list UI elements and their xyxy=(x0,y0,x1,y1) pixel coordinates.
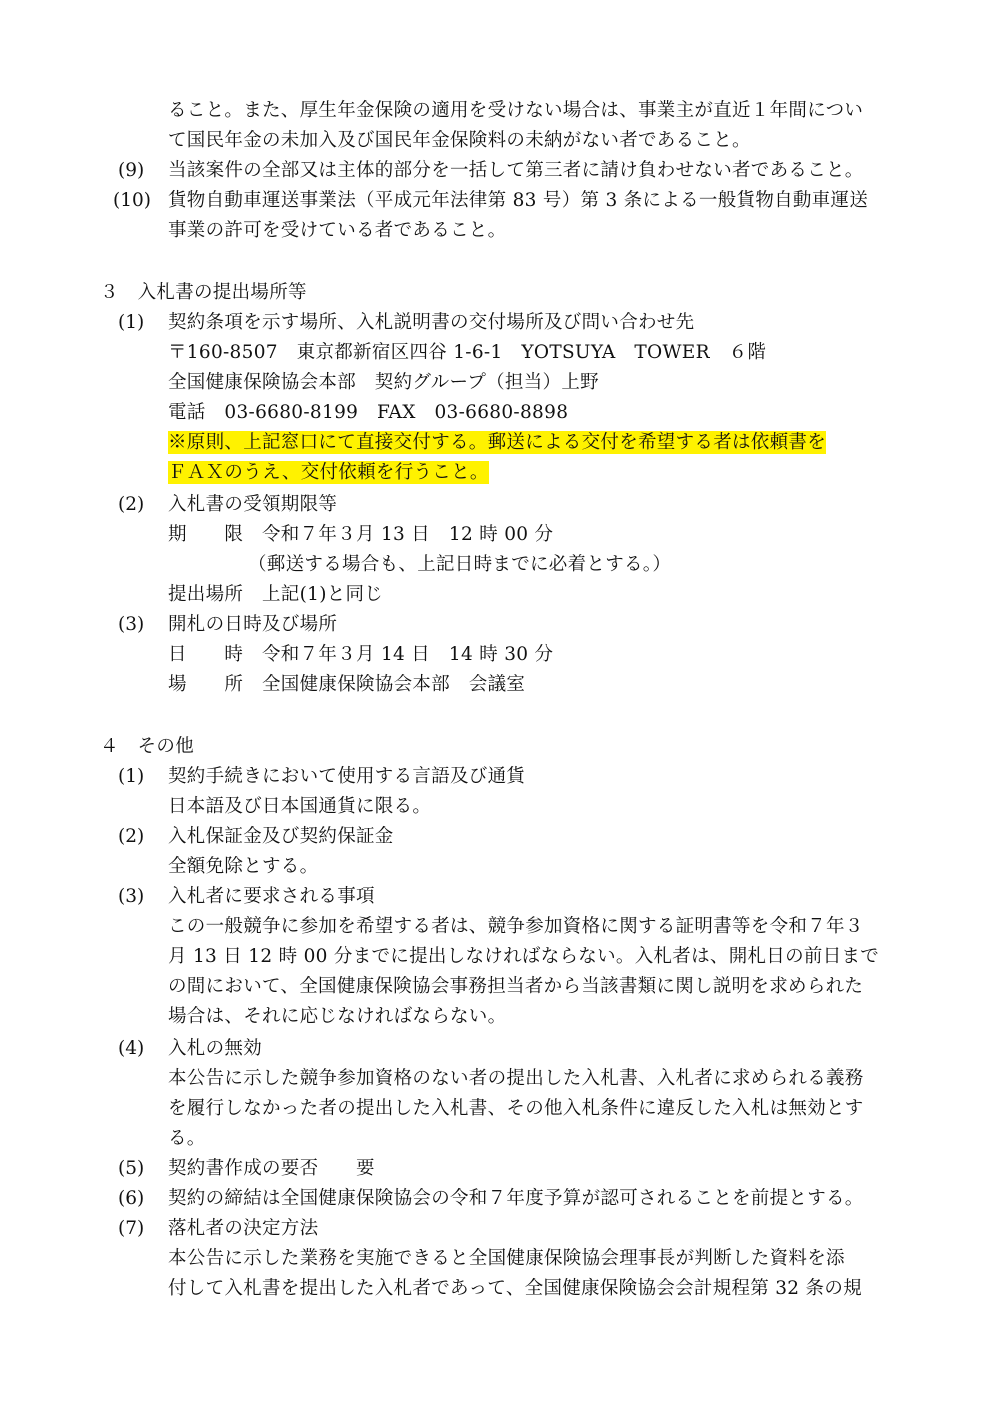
s4-item3-line-4: の間において、全国健康保険協会事務担当者から当該書類に関し説明を求められた xyxy=(168,976,864,997)
s3-item3-datetime: 日 時 令和７年３月 14 日 14 時 30 分 xyxy=(168,644,554,665)
item8-line-1: ること。また、厚生年金保険の適用を受けない場合は、事業主が直近１年間につい xyxy=(168,100,864,121)
item10-line-1: 貨物自動車運送事業法（平成元年法律第 83 号）第 3 条による一般貨物自動車運送 xyxy=(168,190,869,211)
s3-item1-note-line-1 xyxy=(168,428,826,458)
s4-item2-line-1: 入札保証金及び契約保証金 xyxy=(168,826,394,847)
s4-item5-line-1: 契約書作成の要否 要 xyxy=(168,1158,375,1179)
s4-item7-number: (7) xyxy=(118,1218,145,1239)
s4-item1-number: (1) xyxy=(118,766,145,787)
item8-line-2: て国民年金の未加入及び国民年金保険料の未納がない者であること。 xyxy=(168,130,751,151)
item9-text: 当該案件の全部又は主体的部分を一括して第三者に請け負わせない者であること。 xyxy=(168,160,864,181)
s3-item1-phone: 電話 03-6680-8199 FAX 03-6680-8898 xyxy=(168,402,569,423)
s4-item3-line-3: 月 13 日 12 時 00 分までに提出しなければならない。入札者は、開札日の前日まで xyxy=(168,946,880,967)
s4-item3-line-5: 場合は、それに応じなければならない。 xyxy=(168,1006,507,1027)
s4-item2-line-2: 全額免除とする。 xyxy=(168,856,319,877)
s3-item3-place: 場 所 全国健康保険協会本部 会議室 xyxy=(168,674,526,695)
s3-item2-number: (2) xyxy=(118,494,145,515)
s4-item4-line-3: を履行しなかった者の提出した入札書、その他入札条件に違反した入札は無効とす xyxy=(168,1098,864,1119)
s4-item3-line-1: 入札者に要求される事項 xyxy=(168,886,375,907)
s4-item6-number: (6) xyxy=(118,1188,145,1209)
s4-item4-number: (4) xyxy=(118,1038,145,1059)
s4-item7-line-1: 落札者の決定方法 xyxy=(168,1218,319,1239)
item9-number: (9) xyxy=(118,160,145,181)
s4-item4-line-2: 本公告に示した競争参加資格のない者の提出した入札書、入札者に求められる義務 xyxy=(168,1068,864,1089)
s3-item2-deadline-note: （郵送する場合も、上記日時までに必着とする。） xyxy=(248,554,672,575)
highlight-note-1: ※原則、上記窓口にて直接交付する。郵送による交付を希望する者は依頼書を xyxy=(168,432,827,453)
s3-item2-title: 入札書の受領期限等 xyxy=(168,494,338,515)
s3-item1-number: (1) xyxy=(118,312,145,333)
section3-heading: ３ 入札書の提出場所等 xyxy=(100,282,307,303)
s4-item7-line-2: 本公告に示した業務を実施できると全国健康保険協会理事長が判断した資料を添 xyxy=(168,1248,845,1269)
s3-item2-deadline: 期 限 令和７年３月 13 日 12 時 00 分 xyxy=(168,524,554,545)
s4-item3-line-2: この一般競争に参加を希望する者は、競争参加資格に関する証明書等を令和７年３ xyxy=(168,916,864,937)
s4-item7-line-3: 付して入札書を提出した入札者であって、全国健康保険協会会計規程第 32 条の規 xyxy=(168,1278,862,1299)
s4-item4-line-4: る。 xyxy=(168,1128,206,1149)
s4-item1-line-1: 契約手続きにおいて使用する言語及び通貨 xyxy=(168,766,526,787)
s3-item2-place: 提出場所 上記(1)と同じ xyxy=(168,584,384,605)
highlight-note-2: ＦＡＸのうえ、交付依頼を行うこと。 xyxy=(168,462,489,483)
s3-item1-org: 全国健康保険協会本部 契約グループ（担当）上野 xyxy=(168,372,599,393)
s4-item4-line-1: 入札の無効 xyxy=(168,1038,263,1059)
s4-item6-line-1: 契約の締結は全国健康保険協会の令和７年度予算が認可されることを前提とする。 xyxy=(168,1188,864,1209)
s3-item1-title: 契約条項を示す場所、入札説明書の交付場所及び問い合わせ先 xyxy=(168,312,695,333)
section4-heading: ４ その他 xyxy=(100,736,195,757)
s4-item3-number: (3) xyxy=(118,886,145,907)
s3-item1-note-line-2 xyxy=(168,458,489,488)
s3-item1-address: 〒160-8507 東京都新宿区四谷 1-6-1 YOTSUYA TOWER ６階 xyxy=(168,342,767,363)
item10-number: (10) xyxy=(113,190,151,211)
s4-item1-line-2: 日本語及び日本国通貨に限る。 xyxy=(168,796,432,817)
s3-item3-number: (3) xyxy=(118,614,145,635)
s4-item2-number: (2) xyxy=(118,826,145,847)
s4-item5-number: (5) xyxy=(118,1158,145,1179)
item10-line-2: 事業の許可を受けている者であること。 xyxy=(168,220,507,241)
s3-item3-title: 開札の日時及び場所 xyxy=(168,614,338,635)
